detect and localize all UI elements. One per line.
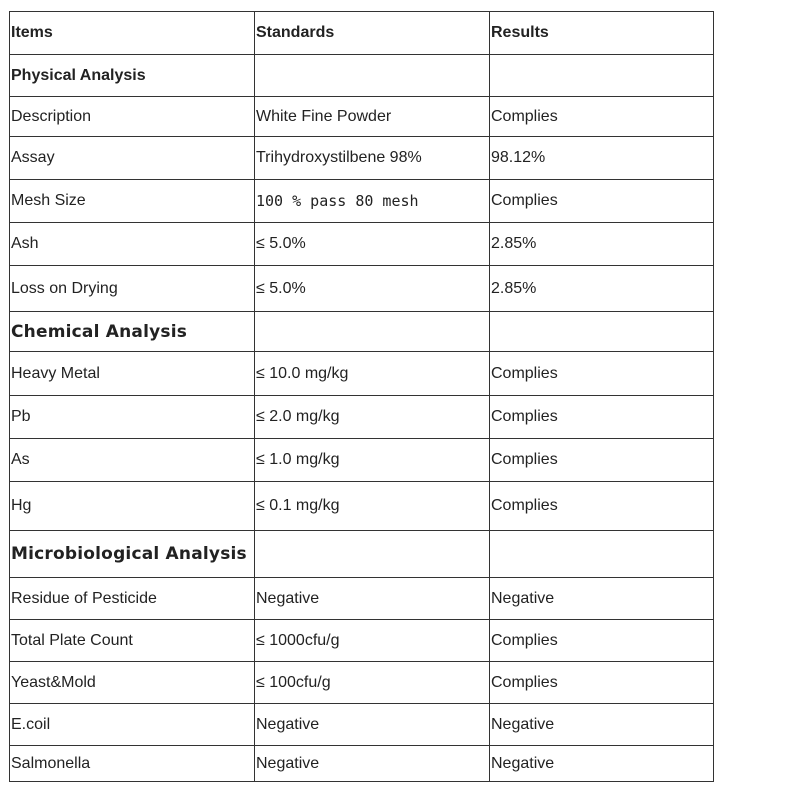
standard-cell: ≤ 1000cfu/g <box>255 620 490 662</box>
table-row <box>10 180 714 223</box>
table-row <box>10 97 714 137</box>
standard-cell: Negative <box>255 704 490 746</box>
result-cell: Negative <box>490 704 714 746</box>
result-cell: Complies <box>490 180 714 223</box>
analysis-table <box>9 11 714 782</box>
table-row <box>10 439 714 482</box>
item-cell: Assay <box>10 137 255 180</box>
standard-cell: ≤ 10.0 mg/kg <box>255 352 490 396</box>
table-row <box>10 704 714 746</box>
result-cell: 98.12% <box>490 137 714 180</box>
table-row <box>10 662 714 704</box>
item-cell: Ash <box>10 223 255 266</box>
section-row-chemical <box>10 312 714 352</box>
header-results: Results <box>490 12 714 55</box>
table-row <box>10 266 714 312</box>
item-cell: Total Plate Count <box>10 620 255 662</box>
section-row-physical <box>10 55 714 97</box>
result-cell: Complies <box>490 439 714 482</box>
result-cell: Negative <box>490 746 714 782</box>
result-cell: Negative <box>490 578 714 620</box>
table-row <box>10 746 714 782</box>
item-cell: Residue of Pesticide <box>10 578 255 620</box>
item-cell: E.coil <box>10 704 255 746</box>
item-cell: Yeast&Mold <box>10 662 255 704</box>
standard-cell: ≤ 1.0 mg/kg <box>255 439 490 482</box>
standard-cell: ≤ 2.0 mg/kg <box>255 396 490 439</box>
item-cell: Hg <box>10 482 255 531</box>
result-cell: Complies <box>490 396 714 439</box>
standard-cell: Negative <box>255 746 490 782</box>
result-cell: Complies <box>490 662 714 704</box>
standard-cell: Negative <box>255 578 490 620</box>
result-cell: Complies <box>490 352 714 396</box>
header-standards: Standards <box>255 12 490 55</box>
item-cell: Description <box>10 97 255 137</box>
table-row <box>10 352 714 396</box>
item-cell: Mesh Size <box>10 180 255 223</box>
standard-cell: Trihydroxystilbene 98% <box>255 137 490 180</box>
item-cell: Loss on Drying <box>10 266 255 312</box>
header-row <box>10 12 714 55</box>
standard-cell: White Fine Powder <box>255 97 490 137</box>
item-cell: Heavy Metal <box>10 352 255 396</box>
result-cell: Complies <box>490 620 714 662</box>
item-cell: Salmonella <box>10 746 255 782</box>
table-row <box>10 578 714 620</box>
standard-cell: ≤ 5.0% <box>255 266 490 312</box>
section-title: Physical Analysis <box>10 55 255 97</box>
table-row <box>10 223 714 266</box>
section-title: Chemical Analysis <box>10 312 255 352</box>
standard-cell: ≤ 100cfu/g <box>255 662 490 704</box>
result-cell: Complies <box>490 482 714 531</box>
section-title: Microbiological Analysis <box>10 531 255 578</box>
result-cell: Complies <box>490 97 714 137</box>
standard-cell: ≤ 0.1 mg/kg <box>255 482 490 531</box>
table-row <box>10 482 714 531</box>
result-cell: 2.85% <box>490 266 714 312</box>
table-row <box>10 137 714 180</box>
table-row <box>10 620 714 662</box>
table-row <box>10 396 714 439</box>
standard-cell: ≤ 5.0% <box>255 223 490 266</box>
item-cell: Pb <box>10 396 255 439</box>
standard-cell: 100 % pass 80 mesh <box>255 180 490 223</box>
result-cell: 2.85% <box>490 223 714 266</box>
item-cell: As <box>10 439 255 482</box>
header-items: Items <box>10 12 255 55</box>
section-row-microbiological <box>10 531 714 578</box>
